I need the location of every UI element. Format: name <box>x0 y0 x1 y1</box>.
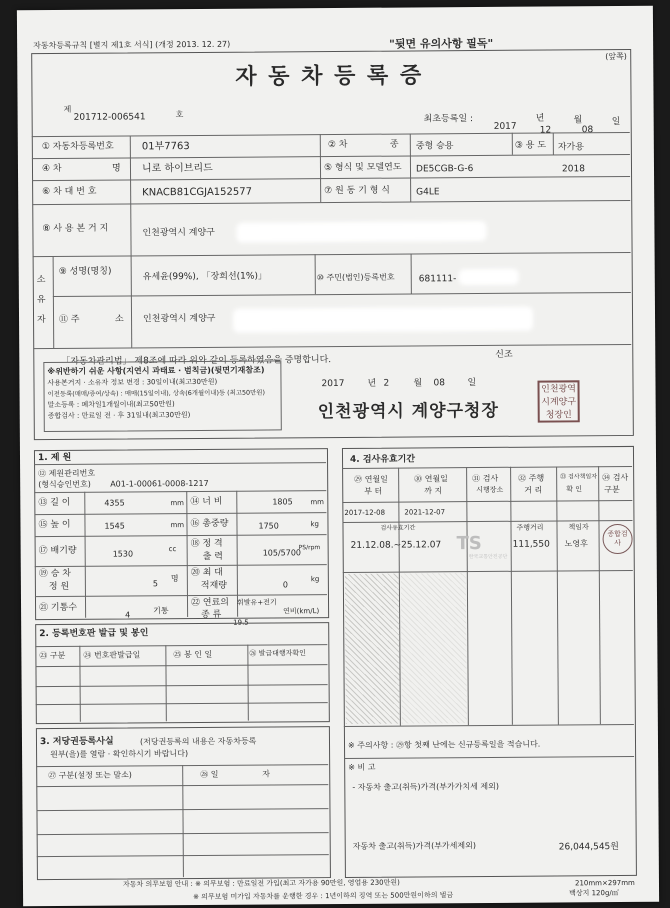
inspection-stamp-label: 검사유효기간 <box>380 524 416 532</box>
plate-col-header: ㉕ 봉 인 일 <box>173 649 213 660</box>
regulation-line: 자동차등록규칙 [별지 제1호 서식] (개정 2013. 12. 27) <box>33 39 231 51</box>
seal-text: 종합검사 <box>607 529 628 548</box>
insp-col-header: 까 지 <box>424 486 443 496</box>
power-unit: PS/rpm <box>298 544 321 552</box>
redacted-id <box>459 269 519 285</box>
responsible-name: 노영후 <box>564 539 588 549</box>
fuel-label: ㉒ 연료의 <box>190 597 230 609</box>
vin-label: ⑥ 차 대 번 호 <box>42 186 97 198</box>
cert-no-label: 제 <box>63 104 72 114</box>
plate-col-header: ㉓ 구분 <box>39 650 66 661</box>
hatched-column <box>401 573 467 723</box>
owner-name-value: 유세윤(99%), 「장희선(1%)」 <box>142 271 267 283</box>
official-seal <box>537 380 579 422</box>
model-year: 2018 <box>561 164 585 175</box>
inspection-period-stamp: 21.12.08.~25.12.07 <box>350 540 442 551</box>
approval-value: A01-1-00061-0008-1217 <box>110 478 209 489</box>
length-unit: mm <box>170 499 184 508</box>
insp-col-header: ㉚ 연월일 <box>414 474 448 484</box>
insp-col-header: ㉙ 연월일 <box>354 474 388 484</box>
first-reg-day: 08 <box>581 125 594 136</box>
name-label: ④ 차 <box>41 163 62 175</box>
certify-wol: 월 <box>413 378 423 389</box>
displacement-label: ⑰ 배기량 <box>38 545 77 557</box>
seal-text: 인천광역시계양구청장인 <box>541 384 577 421</box>
mortgage-col-header: ㉗ 구분(설정 또는 말소) <box>48 770 132 781</box>
first-reg-nyeon: 년 <box>535 113 545 124</box>
cylinders-unit: 기통 <box>153 606 169 616</box>
sec3-title: 3. 저당권등록사실 <box>39 736 114 748</box>
length-label: ⑬ 길 이 <box>38 497 71 509</box>
mortgage-col-header: ㉘ 일 <box>200 769 219 779</box>
shinjo-label: 신조 <box>495 349 513 360</box>
mileage-value: 111,550 <box>512 539 550 550</box>
owner-addr-label: ⑪ 주 <box>59 314 80 325</box>
fuel-value: 휘발유+전기 <box>236 598 277 607</box>
paper-weight: 백상지 120g/㎡ <box>569 889 619 898</box>
insp-col-header: 부 터 <box>364 486 383 496</box>
width-unit: mm <box>310 498 324 507</box>
type-label: ② 차 <box>327 139 348 151</box>
warning-line: 종합검사 : 만료일 전 · 후 31일내(최고30만원) <box>47 411 191 421</box>
weight-label: ⑯ 총중량 <box>190 518 229 530</box>
certify-month: 2 <box>383 378 390 389</box>
fuel-efficiency-value: 19.5 <box>233 618 249 627</box>
type-value: 중형 승용 <box>415 141 454 152</box>
ts-logo-sub: 한국교통안전공단 <box>468 553 508 561</box>
footer-line-1: 자동차 의무보험 안내 : ※ 의무보험 : 만료일전 가입(최고 자가용 90만원, 영업용 230만원) <box>122 878 400 889</box>
insp-col-header: 구분 <box>604 485 620 495</box>
mortgage-col-header: 자 <box>262 769 270 779</box>
hatched-column <box>345 574 400 724</box>
owner-addr-label-2: 소 <box>115 314 124 325</box>
height-value: 1545 <box>104 521 125 531</box>
remarks-label: ※ 비 고 <box>348 762 376 772</box>
certify-text: 「자동차관리법」 제8조에 따라 위와 같이 등록하였음을 증명합니다. <box>61 355 332 367</box>
first-reg-wol: 월 <box>573 115 583 126</box>
inspection-to: 2021-12-07 <box>404 508 446 517</box>
model-value: DE5CGB-G-6 <box>415 164 474 175</box>
price-label: - 자동차 출고(취득)가격(부가가치세 제외) <box>352 781 499 792</box>
load-label: ⑳ 최 대 <box>190 567 223 579</box>
sec3-note: (저당권등록의 내용은 자동차등록 <box>139 736 257 747</box>
cylinders-value: 4 <box>125 610 131 620</box>
power-label: ⑱ 정 격 <box>190 538 223 550</box>
certify-nyeon: 년 <box>367 378 377 389</box>
location-label: ⑧ 사 용 본 거 지 <box>42 223 109 235</box>
cert-ho: 호 <box>175 110 184 120</box>
car-name-value: 니로 하이브리드 <box>141 162 213 175</box>
insp-col-header: ㉝ 검사책임자 <box>560 473 598 481</box>
insp-col-header: ㉛ 검사 <box>472 473 499 484</box>
warning-line: 사용본거지 · 소유자 정보 변경 : 30일이내(최고30만원) <box>47 377 218 388</box>
height-unit: mm <box>170 521 185 530</box>
load-label-2: 적재량 <box>200 580 228 591</box>
power-value: 105/5700 <box>262 548 302 558</box>
price-value: 26,044,545원 <box>558 842 620 853</box>
displacement-unit: cc <box>168 545 177 554</box>
width-label: ⑭ 너 비 <box>190 496 223 508</box>
certify-year: 2017 <box>321 378 345 390</box>
cylinders-label: ㉑ 기통수 <box>39 602 78 614</box>
vin-value: KNACB81CGJA152577 <box>142 186 252 199</box>
redacted-address <box>236 221 486 243</box>
seats-label: ⑲ 승 차 <box>38 568 71 580</box>
responsible-label: 책임자 <box>568 523 589 532</box>
seats-label-2: 정 원 <box>48 581 70 593</box>
reg-no-value: 01부7763 <box>141 141 190 153</box>
first-reg-il: 일 <box>611 117 621 128</box>
first-reg-year: 2017 <box>493 121 517 132</box>
type-label-2: 종 <box>389 139 399 150</box>
seats-unit: 명 <box>170 574 179 584</box>
insp-col-header: ㉞ 검사 <box>602 472 629 483</box>
insp-col-header: 거 리 <box>524 485 543 495</box>
cert-number: 201712-006541 <box>73 112 146 123</box>
inspection-from: 2017-12-08 <box>344 508 386 517</box>
power-label-2: 출 력 <box>202 551 223 562</box>
length-value: 4355 <box>104 498 125 508</box>
sec4-title: 4. 검사유효기간 <box>349 454 416 465</box>
weight-value: 1750 <box>258 521 279 531</box>
plate-col-header: ㉖ 발급대행자확인 <box>249 649 306 658</box>
approval-label-2: (형식승인번호) <box>38 479 91 490</box>
front-side-label: (앞쪽) <box>605 51 627 62</box>
reg-no-label: ① 자동차등록번호 <box>41 141 114 153</box>
ts-logo: TS <box>456 532 482 555</box>
insp-col-header: ㉜ 주행 <box>518 473 545 483</box>
load-unit: kg <box>310 575 320 584</box>
location-value: 인천광역시 계양구 <box>142 227 215 239</box>
seats-value: 5 <box>152 579 159 589</box>
owner-addr-value: 인천광역시 계양구 <box>143 313 216 325</box>
sec1-title: 1. 제 원 <box>37 452 72 464</box>
plate-col-header: ㉔ 번호판발급일 <box>83 650 141 660</box>
approval-label: ⑫ 제원관리번호 <box>38 468 96 479</box>
fuel-label-2: 종 류 <box>201 609 222 620</box>
engine-value: G4LE <box>416 187 440 198</box>
height-label: ⑮ 높 이 <box>38 519 71 531</box>
warning-line: 이전등록(매매/증여/상속) : 매매(15일이내), 상속(6개월이내)등 (최고50만원) <box>47 388 265 399</box>
owner-id-label: ⑩ 주민(법인)등록번호 <box>316 272 395 283</box>
displacement-value: 1530 <box>112 549 134 559</box>
insp-col-header: 확 인 <box>566 485 583 494</box>
certify-il: 일 <box>467 378 477 389</box>
price-label-2: 자동차 출고(취득)가격(부가세제외) <box>352 841 476 851</box>
use-value: 자가용 <box>557 142 584 153</box>
redacted-owner-address <box>233 307 533 333</box>
sec3-note-2: 원부(을)를 열람 · 확인하시기 바랍니다) <box>50 749 189 760</box>
owner-name-label: ⑨ 성명(명칭) <box>58 266 112 277</box>
owner-id-value: 681111- <box>418 274 457 285</box>
warning-title: ※위반하기 쉬운 사항(지연시 과태료 · 범칙금)(뒷면기재참조) <box>47 365 265 377</box>
use-label: ③ 용 도 <box>514 140 547 151</box>
weight-unit: kg <box>310 520 320 529</box>
insp-col-header: 시행장소 <box>476 485 504 495</box>
sec2-title: 2. 등록번호판 발급 및 봉인 <box>39 628 149 640</box>
document-title: 자 동 차 등 록 증 <box>235 63 424 90</box>
notice-heading: "뒷면 유의사항 필독" <box>389 36 494 51</box>
fuel-efficiency-label: 연비(km/L) <box>283 607 320 616</box>
warning-line: 말소등록 : 폐차일1개월이내(최고50만원) <box>47 400 175 410</box>
model-label: ⑤ 형식 및 모델연도 <box>323 162 402 174</box>
width-value: 1805 <box>272 497 293 507</box>
owner-side-label: 소 유 자 <box>36 275 46 326</box>
footer-line-2: ※ 의무보험 미가입 자동차를 운행한 경우 : 1년이하의 징역 또는 500만원이하의 벌금 <box>193 891 454 902</box>
issuing-authority: 인천광역시 계양구청장 <box>317 400 499 423</box>
engine-label: ⑦ 원 동 기 형 식 <box>324 185 391 197</box>
notice-line: ※ 주의사항 : ㉙항 첫째 난에는 신규등록일을 적습니다. <box>347 739 541 750</box>
paper-size: 210mm×297mm <box>574 878 635 888</box>
mileage-label: 주행거리 <box>516 523 544 532</box>
registration-certificate <box>17 6 659 906</box>
name-label-2: 명 <box>111 163 121 174</box>
first-reg-month: 12 <box>539 125 552 136</box>
certify-day: 08 <box>433 378 445 389</box>
load-value: 0 <box>282 580 289 590</box>
first-reg-label: 최초등록일 : <box>423 114 474 125</box>
inspection-type-seal <box>602 524 632 554</box>
